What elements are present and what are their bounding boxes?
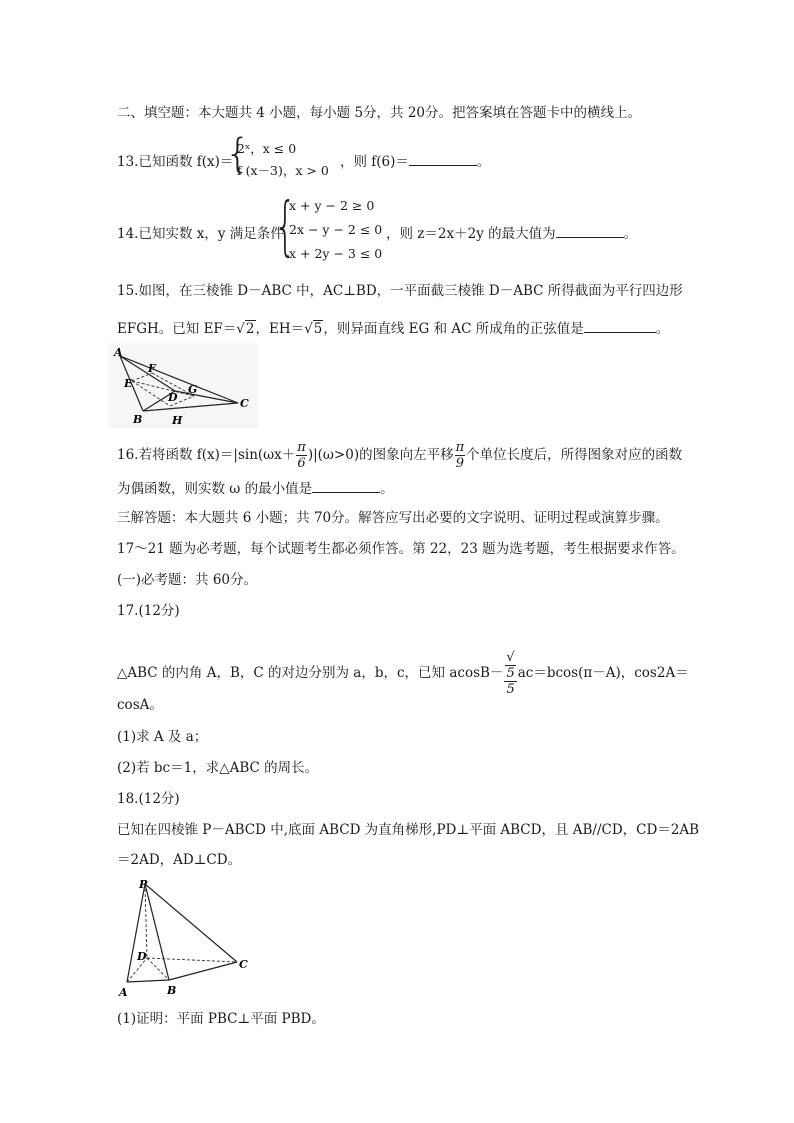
q15-line2: EFGH。已知 EF＝√2，EH＝√5，则异面直线 EG 和 AC 所成角的正弦值是 。 <box>117 318 669 338</box>
q15-end: 。 <box>655 321 670 337</box>
q13-brace: { <box>225 131 251 177</box>
q13-prefix: 13.已知函数 f(x)＝ <box>117 154 234 170</box>
q13-case2: f (x－3)，x > 0 <box>237 163 329 178</box>
q15-text-c: ，则异面直线 EG 和 AC 所成角的正弦值是 <box>323 321 584 337</box>
edge-DC <box>147 958 237 962</box>
label-C: C <box>240 397 249 410</box>
q15-text-a: EFGH。已知 EF＝ <box>117 321 237 337</box>
section3-required: (一)必考题：共 60分。 <box>117 572 258 588</box>
q15-sqrt5: 5 <box>313 321 323 337</box>
label-B: B <box>167 984 177 997</box>
q16-text-a: 16.若将函数 f(x)＝|sin(ωx＋ <box>117 447 296 463</box>
q16-frac-pi9: $\frac{\pi}{9}$ <box>455 440 465 471</box>
edge-BC <box>169 962 237 980</box>
q13-answer-blank <box>409 151 477 166</box>
q17-part2: (2)若 bc＝1，求△ABC 的周长。 <box>117 760 319 776</box>
label-G: G <box>188 383 198 396</box>
q14-suffix-wrap <box>386 222 637 242</box>
label-C: C <box>239 958 248 971</box>
q16-text-b: )|(ω>0)的图象向左平移 <box>307 447 454 463</box>
edge-PC <box>145 884 237 962</box>
edge-PA <box>127 884 145 982</box>
edge-PB <box>145 884 169 980</box>
label-B: B <box>133 413 143 426</box>
label-D: D <box>168 391 178 404</box>
q16-line1 <box>117 440 682 471</box>
q13-end: 。 <box>476 154 491 170</box>
q16-end: 。 <box>380 481 394 497</box>
q17-line2: cosA。 <box>117 697 163 713</box>
q16-text-c: 个单位长度后，所得图象对应的函数 <box>466 447 683 463</box>
q16-line2 <box>117 478 394 498</box>
q14-suffix: ，则 z＝2x＋2y 的最大值为 <box>386 226 556 242</box>
edge-AB <box>127 980 169 982</box>
label-D: D <box>137 950 147 963</box>
q13-suffix-wrap <box>340 150 490 170</box>
section3-header: 三解答题：本大题共 6 小题；共 70分。解答应写出必要的文字说明、证明过程或演算步骤。 <box>117 510 669 526</box>
q17-line1 <box>117 650 689 697</box>
edge-PD <box>145 884 147 958</box>
section3-note: 17～21 题为必考题，每个试题考生都必须作答。第 22，23 题为选考题，考生根据要求作答。 <box>117 541 685 557</box>
q16-answer-blank <box>312 478 380 493</box>
label-E: E <box>124 377 133 390</box>
q15-answer-blank <box>584 318 656 333</box>
q18-part1: (1)证明：平面 PBC⊥平面 PBD。 <box>117 1011 325 1027</box>
q14-answer-blank <box>556 223 624 238</box>
q14-cond3: x + 2y − 3 ≤ 0 <box>289 246 383 261</box>
q17-text-b: ac＝bcos(π－A)，cos2A＝ <box>517 665 689 681</box>
label-F: F <box>148 362 156 375</box>
q15-pyramid-figure <box>108 343 258 428</box>
q18-line2: ＝2AD，AD⊥CD。 <box>117 852 242 868</box>
label-P: P <box>139 878 148 891</box>
label-H: H <box>172 414 183 427</box>
q17-frac-sqrt5-5: √ 5 5 <box>506 650 515 697</box>
q17-part1: (1)求 A 及 a； <box>117 729 208 745</box>
q16-frac-pi6: $\frac{\pi}{6}$ <box>297 440 306 471</box>
q15-line1: 15.如图，在三棱锥 D－ABC 中，AC⊥BD，一平面截三棱锥 D－ABC 所得截面为平行四边形 <box>117 283 683 299</box>
q14-prefix: 14.已知实数 x，y 满足条件 <box>117 226 284 242</box>
q18-title: 18.(12分) <box>117 791 180 807</box>
q17-text-a: △ABC 的内角 A，B，C 的对边分别为 a，b，c，已知 acosB－ <box>117 665 504 681</box>
q13-case1: 2ˣ，x ≤ 0 <box>237 141 297 156</box>
q17-title: 17.(12分) <box>117 603 180 619</box>
q14-cond2: 2x − y − 2 ≤ 0 <box>289 222 383 237</box>
q15-sqrt2: 2 <box>245 321 255 337</box>
q15-text-b: ，EH＝ <box>255 321 305 337</box>
q14-brace: { <box>274 190 297 264</box>
q13-suffix: ，则 f(6)＝ <box>340 154 409 170</box>
q16-line2-text: 为偶函数，则实数 ω 的最小值是 <box>117 481 313 497</box>
label-A: A <box>114 346 123 359</box>
q18-pyramid-figure <box>113 878 253 1000</box>
label-A: A <box>119 986 128 999</box>
q14-end: 。 <box>623 226 638 242</box>
section2-header: 二、填空题：本大题共 4 小题，每小题 5分，共 20分。把答案填在答题卡中的横线上。 <box>117 105 642 121</box>
q18-line1: 已知在四棱锥 P－ABCD 中,底面 ABCD 为直角梯形,PD⊥平面 ABCD，且 AB//CD，CD＝2AB <box>117 822 700 838</box>
q14-cond1: x + y − 2 ≥ 0 <box>289 198 375 213</box>
